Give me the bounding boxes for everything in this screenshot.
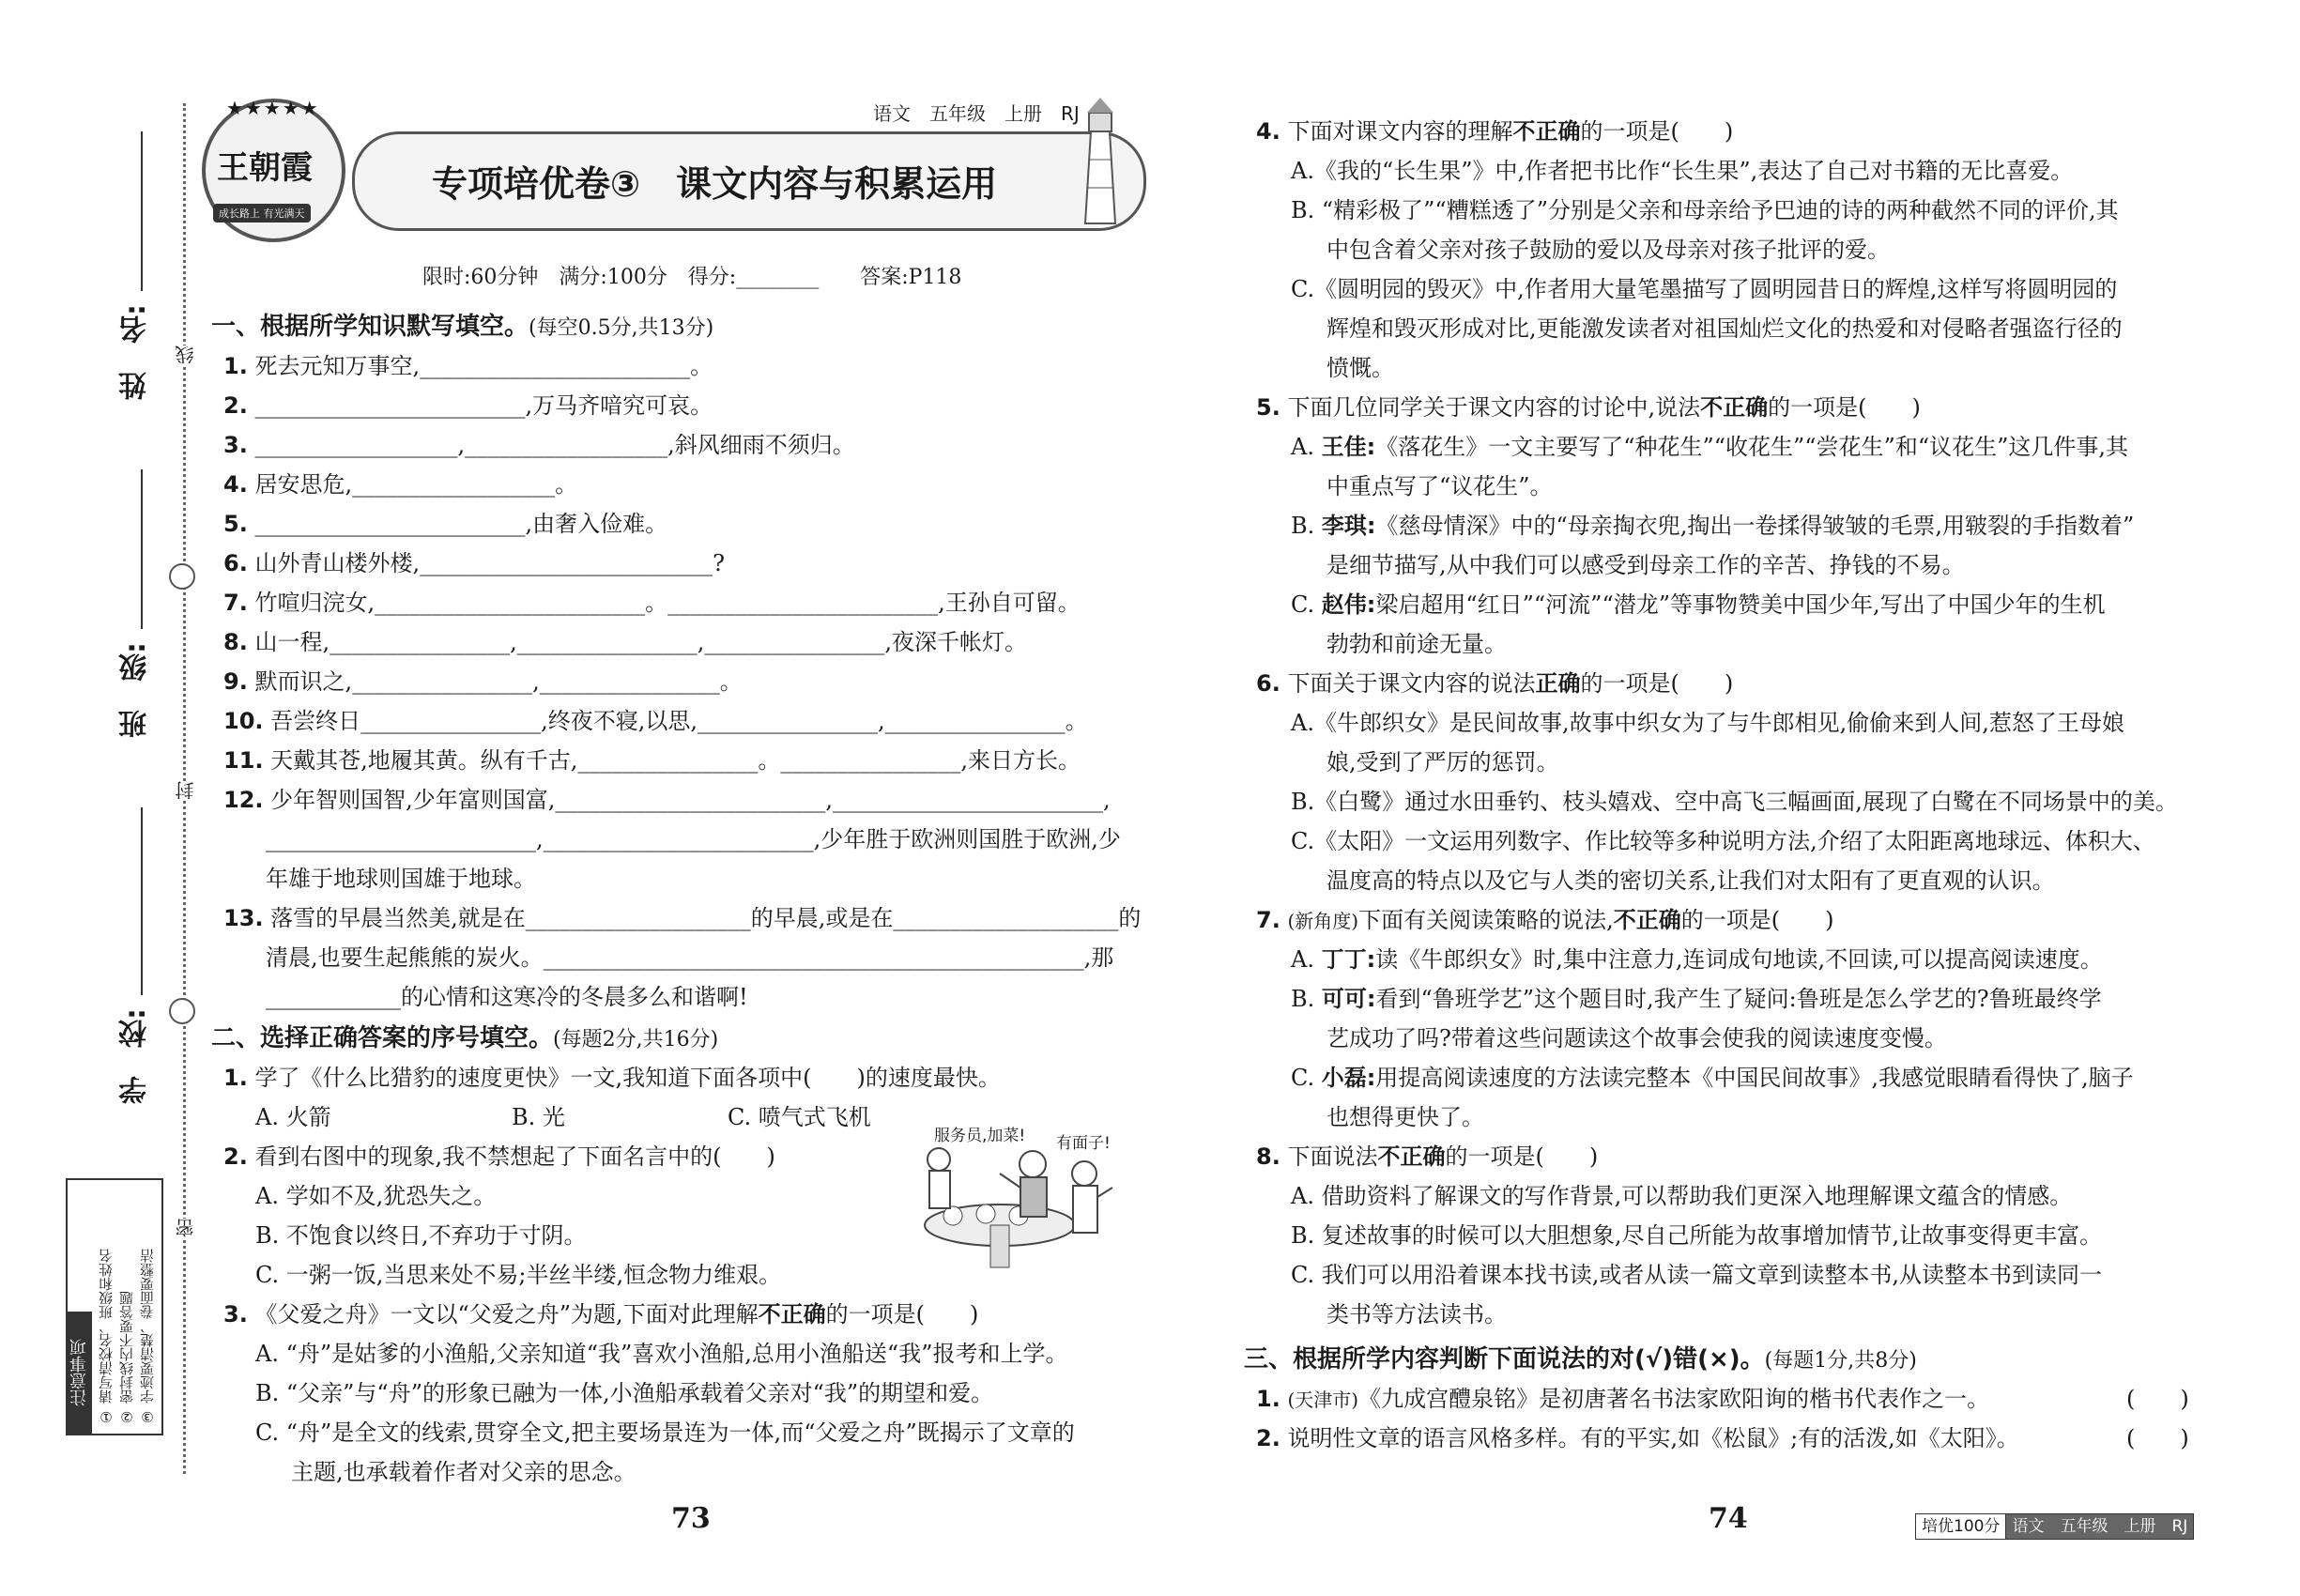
student-name: 李琪: [1321,513,1376,539]
q-emphasis: 不正确 [1377,1143,1446,1170]
student-name: 王佳: [1321,434,1376,460]
q-emphasis: 正确 [1535,670,1581,697]
s2-q5-c-line2: 勃勃和前途无量。 [1326,631,1507,657]
s2-q5-c: C. 赵伟:梁启超用“红日”“河流”“潜龙”等事物赞美中国少年,写出了中国少年的生机 [1291,591,2106,618]
cut-circle-2 [169,998,195,1024]
q-num: 1. [1256,1386,1280,1412]
note-2: ② 密封线内不要答题 [118,1291,135,1425]
opt-text: 《落花生》一文主要写了“种花生”“收花生”“尝花生”和“议花生”这几件事,其 [1375,434,2128,460]
s1-q12-line2: ________________________,________________________,少年胜于欧洲则国胜于欧洲,少 [266,826,1121,852]
s2-q1-a: A. 火箭 [255,1104,331,1130]
s2-q8-c-line2: 类书等方法读书。 [1326,1301,1507,1327]
q-num: 2. [1256,1425,1280,1451]
q-text-tail: 的一项是( ) [1768,394,1921,421]
s2-q7-c-line2: 也想得更快了。 [1326,1104,1484,1130]
note-1: ① 请写清校名、班级和姓名 [98,1249,115,1425]
q-num: 6. [223,550,248,576]
s2-q5-b-line2: 是细节描写,从中我们可以感受到母亲工作的辛苦、挣钱的不易。 [1326,552,1965,578]
s1-q10 [223,704,1088,738]
cut-circle-1 [169,563,195,590]
s2-q3-c-line2: 主题,也承载着作者对父亲的思念。 [291,1459,636,1485]
s2-q7-a: A. 丁丁:读《牛郎织女》时,集中注意力,连词成句地读,不回读,可以提高阅读速度。 [1291,946,2103,973]
q-num: 7. [1256,907,1280,933]
s1-q5 [223,507,667,541]
q-text: ________________________,由奢入俭难。 [254,511,668,537]
page-number-left: 73 [671,1502,711,1535]
s2-q7-c: C. 小磊:用提高阅读速度的方法读完整本《中国民间故事》,我感觉眼睛看得快了,脑子 [1291,1065,2134,1091]
s1-q12-line3: 年雄于地球则国雄于地球。 [266,866,536,892]
section2-heading: 二、选择正确答案的序号填空。 [211,1024,554,1052]
s2-q3-c: C. “舟”是全文的线索,贯穿全文,把主要场景连为一体,而“父爱之舟”既揭示了文章的 [255,1420,1075,1446]
q-num: 4. [1256,118,1280,145]
q-num: 13. [223,905,264,931]
s2-q3-a: A. “舟”是姑爹的小渔船,父亲知道“我”喜欢小渔船,总用小渔船送“我”报考和上学。 [255,1341,1068,1367]
q-num: 12. [223,787,264,813]
opt-text: 梁启超用“红日”“河流”“潜龙”等事物赞美中国少年,写出了中国少年的生机 [1375,591,2106,618]
s2-q8-c: C. 我们可以用沿着课本找书读,或者从读一篇文章到读整本书,从读整本书到读同一 [1291,1262,2103,1288]
q-text: 学了《什么比猎豹的速度更快》一文,我知道下面各项中( )的速度最快。 [254,1065,1001,1091]
s1-q9 [223,665,743,698]
s1-q3 [223,428,855,462]
s1-q4 [223,468,577,501]
page-number-right: 74 [1709,1502,1748,1535]
q-text-tail: 的一项是( ) [825,1301,979,1327]
speech-bubble-1: 服务员,加菜! [934,1127,1026,1145]
q-text: 竹喧归浣女,________________________。________________________,王孙自可留。 [254,590,1081,616]
s3-q1-answer[interactable]: ( ) [2126,1386,2189,1412]
q-num: 8. [223,629,248,655]
opt-text: 看到“鲁班学艺”这个题目时,我产生了疑问:鲁班是怎么学艺的?鲁班最终学 [1375,986,2102,1012]
school-label: 学 校: [119,1008,152,1104]
q-text: 居安思危,__________________。 [254,471,578,498]
s2-q3-b: B. “父亲”与“舟”的形象已融为一体,小渔船承载着父亲对“我”的期望和爱。 [255,1380,994,1406]
q-text: 默而识之,________________,________________。 [254,668,743,695]
s2-q3 [223,1297,978,1331]
q-num: 3. [223,432,248,458]
q-text: 山外青山楼外楼,__________________________? [254,550,725,576]
page-title: 专项培优卷③ 课文内容与积累运用 [432,163,998,205]
q-text-tail: 的一项是( ) [1445,1143,1599,1170]
q-text: 看到右图中的现象,我不禁想起了下面名言中的( ) [254,1143,775,1170]
opt-text: 读《牛郎织女》时,集中注意力,连词成句地读,不回读,可以提高阅读速度。 [1375,946,2103,973]
s2-q6-c-line2: 温度高的特点以及它与人类的密切关系,让我们对太阳有了更直观的认识。 [1326,867,2055,894]
student-name: 小磊: [1321,1065,1376,1091]
section3-title [1244,1343,1917,1378]
section2-note: (每题2分,共16分) [553,1028,719,1051]
q-text: 下面对课文内容的理解 [1287,118,1513,145]
q-text: 天戴其苍,地履其黄。纵有千古,________________。________________,来日方长。 [270,747,1081,774]
student-name: 赵伟: [1321,591,1376,618]
s2-q6-a-line2: 娘,受到了严厉的惩罚。 [1326,749,1559,775]
s2-q6-a: A.《牛郎织女》是民间故事,故事中织女为了与牛郎相见,偷偷来到人间,惹怒了王母娘 [1291,710,2124,736]
brand-name: 培优100分 [1916,1514,2006,1539]
s2-q4-c: C.《圆明园的毁灭》中,作者用大量笔墨描写了圆明园昔日的辉煌,这样写将圆明园的 [1291,276,2118,302]
s2-q4-c-line2: 辉煌和毁灭形成对比,更能激发读者对祖国灿烂文化的热爱和对侵略者强盗行径的 [1326,315,2123,342]
logo-text: 王朝霞 [217,149,313,187]
cut-mark-line: 线 [172,345,199,364]
opt-text: 用提高阅读速度的方法读完整本《中国民间故事》,我感觉眼睛看得快了,脑子 [1375,1065,2134,1091]
q-num: 2. [223,392,248,419]
margin-line-school [141,807,143,995]
s2-q6-b: B.《白鹭》通过水田垂钓、枝头嬉戏、空中高飞三幅画面,展现了白鹭在不同场景中的美。 [1291,789,2178,815]
student-name: 可可: [1321,986,1376,1012]
section1-title [211,310,713,345]
q-text: 死去元知万事空,________________________。 [254,353,713,379]
q-text: 《父爱之舟》一文以“父爱之舟”为题,下面对此理解 [254,1301,759,1327]
q-text-tail: 的一项是( ) [1680,907,1834,933]
s2-q8-a: A. 借助资料了解课文的写作背景,可以帮助我们更深入地理解课文蕴含的情感。 [1291,1183,2073,1209]
info-line: 限时:60分钟 满分:100分 得分:________ 答案:P118 [422,266,962,289]
s2-q1 [223,1061,1001,1095]
q-num: 11. [223,747,264,774]
notes-title: 注意事项 [68,1312,92,1434]
s2-q1-b: B. 光 [512,1104,565,1130]
q-num: 3. [223,1301,248,1327]
class-label: 班 级: [119,642,152,738]
lighthouse-icon [1080,94,1121,225]
s2-q8-b: B. 复述故事的时候可以大胆想象,尽自己所能为故事增加情节,让故事变得更丰富。 [1291,1222,2103,1249]
s1-q13-line2: 清晨,也要生起熊熊的炭火。________________________________________________,那 [266,944,1114,971]
brand-meta: 语文 五年级 上册 RJ [2006,1514,2193,1539]
q-emphasis: 不正确 [758,1301,826,1327]
s2-q4-c-line3: 愤慨。 [1326,355,1394,381]
q-num: 2. [223,1143,248,1170]
q-text: 说明性文章的语言风格多样。有的平实,如《松鼠》;有的活泼,如《太阳》。 [1287,1425,2019,1451]
s2-q5-a: A. 王佳:《落花生》一文主要写了“种花生”“收花生”“尝花生”和“议花生”这几件事,其 [1291,434,2128,460]
cut-mark-seal: 封 [172,781,199,800]
q-num: 5. [1256,394,1280,421]
s2-q4-b: B. “精彩极了”“糟糕透了”分别是父亲和母亲给予巴迪的诗的两种截然不同的评价,其 [1291,197,2119,223]
q-text: ________________________,万马齐喑究可哀。 [254,392,713,419]
s2-q7 [1256,903,1833,938]
s3-q2-answer[interactable]: ( ) [2126,1425,2189,1451]
q-num: 4. [223,471,248,498]
s2-q2-b: B. 不饱食以终日,不弃功于寸阴。 [255,1222,587,1249]
s2-q4-a: A.《我的“长生果”》中,作者把书比作“长生果”,表达了自己对书籍的无比喜爱。 [1291,158,2074,184]
margin-line-class [141,469,143,629]
s3-q1 [1256,1382,1989,1417]
logo [202,99,345,242]
section1-note: (每空0.5分,共13分) [529,316,714,340]
section3-heading: 三、根据所学内容判断下面说法的对(√)错(×)。 [1244,1345,1765,1373]
q-tag: (新角度) [1287,910,1359,932]
s2-q6-c: C.《太阳》一文运用列数字、作比较等多种说明方法,介绍了太阳距离地球远、体积大、 [1291,828,2155,854]
s1-q1 [223,349,713,383]
q-text: 山一程,________________,________________,________________,夜深千帐灯。 [254,629,1027,655]
q-num: 6. [1256,670,1280,697]
note-3: ③ 字迹要清楚、卷面要整洁 [139,1249,156,1425]
q-num: 1. [223,353,248,379]
s2-q5-a-line2: 中重点写了“议花生”。 [1326,473,1553,499]
s2-q5 [1256,391,1921,424]
footer-brand [1915,1513,2194,1540]
logo-stars: ★★★★★ [226,97,320,119]
s2-q7-b-line2: 艺成功了吗?带着这些问题读这个故事会使我的阅读速度变慢。 [1326,1025,1947,1051]
q-emphasis: 不正确 [1512,118,1581,145]
q-text: 少年智则国智,少年富则国富,________________________,________________________, [270,787,1111,813]
s1-q7 [223,586,1081,620]
q-num: 7. [223,590,248,616]
name-label: 姓 名: [119,304,152,400]
q-tag: (天津市) [1287,1389,1359,1411]
q-num: 10. [223,708,264,734]
s1-q12 [223,783,1111,817]
s2-q8 [1256,1140,1598,1174]
q-text: 下面关于课文内容的说法 [1287,670,1536,697]
s2-q2-c: C. 一粥一饭,当思来处不易;半丝半缕,恒念物力维艰。 [255,1262,782,1288]
q-emphasis: 不正确 [1700,394,1769,421]
section3-note: (每题1分,共8分) [1764,1349,1917,1373]
s2-q2 [223,1140,775,1174]
opt-text: 《慈母情深》中的“母亲掏衣兜,掏出一卷揉得皱皱的毛票,用皲裂的手指数着” [1375,513,2135,539]
dining-illustration [897,1122,1122,1272]
s1-q11 [223,744,1081,777]
q-num: 5. [223,511,248,537]
s2-q2-a: A. 学如不及,犹恐失之。 [255,1183,497,1209]
q-text-tail: 的一项是( ) [1580,118,1734,145]
speech-bubble-2: 有面子! [1056,1134,1111,1153]
s2-q5-b: B. 李琪:《慈母情深》中的“母亲掏衣兜,掏出一卷揉得皱皱的毛票,用皲裂的手指数着” [1291,513,2135,539]
q-text: 下面有关阅读策略的说法, [1358,907,1614,933]
s2-q1-c: C. 喷气式飞机 [728,1104,871,1130]
s2-q7-b: B. 可可:看到“鲁班学艺”这个题目时,我产生了疑问:鲁班是怎么学艺的?鲁班最终学 [1291,986,2102,1012]
s2-q6 [1256,667,1733,700]
header-meta: 语文 五年级 上册 RJ [873,102,1080,125]
q-text: 落雪的早晨当然美,就是在____________________的早晨,或是在____________________的 [270,905,1142,931]
s1-q13-line3: ____________的心情和这寒冷的冬晨多么和谐啊! [266,984,748,1010]
q-text: 《九成宫醴泉铭》是初唐著名书法家欧阳询的楷书代表作之一。 [1358,1386,1990,1412]
s1-q2 [223,389,713,422]
s2-q4 [1256,115,1733,148]
q-num: 9. [223,668,248,695]
q-text: __________________,__________________,斜风细雨不须归。 [254,432,855,458]
logo-ribbon: 成长路上 有光满天 [213,204,311,223]
s3-q2 [1256,1421,2019,1455]
s1-q8 [223,625,1027,659]
student-name: 丁丁: [1321,946,1376,973]
q-emphasis: 不正确 [1613,907,1681,933]
s2-q4-b-line2: 中包含着父亲对孩子鼓励的爱以及母亲对孩子批评的爱。 [1326,237,1890,263]
cut-mark-secret: 密 [172,1219,199,1237]
s1-q6 [223,546,725,580]
margin-line-name [141,131,143,291]
q-text-tail: 的一项是( ) [1580,670,1734,697]
q-num: 1. [223,1065,248,1091]
s1-q13 [223,901,1141,935]
section2-title [211,1021,718,1057]
q-text: 下面说法 [1287,1143,1378,1170]
q-num: 8. [1256,1143,1280,1170]
q-text: 下面几位同学关于课文内容的讨论中,说法 [1287,394,1701,421]
q-text: 吾尝终日________________,终夜不寝,以思,________________,________________。 [270,708,1088,734]
notes-box [66,1178,163,1435]
section1-heading: 一、根据所学知识默写填空。 [211,313,529,341]
